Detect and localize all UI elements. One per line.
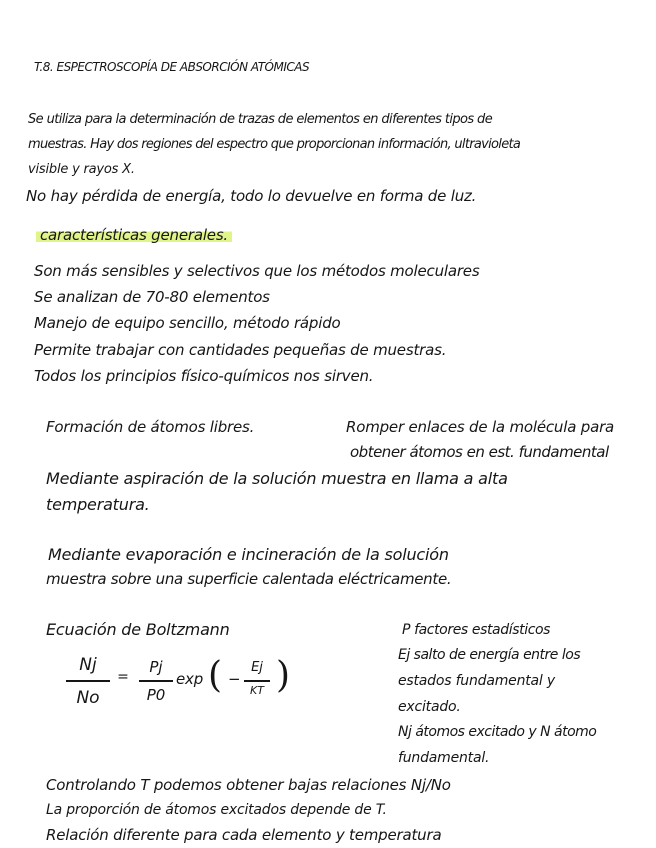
general-item-3: Manejo de equipo sencillo, método rápido <box>34 314 341 332</box>
lhs-denominator: No <box>76 688 100 708</box>
page-title: T.8. ESPECTROSCOPÍA DE ABSORCIÓN ATÓMICAS <box>34 60 310 74</box>
intro-line-3: visible y rayos X. <box>28 162 135 177</box>
method-2-line-1: Mediante evaporación e incineración de la solución <box>48 545 449 564</box>
pj-fraction-bar <box>139 680 173 682</box>
kt-denominator: KT <box>250 684 264 697</box>
pj-numerator: Pj <box>149 658 163 676</box>
boltzmann-note-6: fundamental. <box>398 750 490 766</box>
minus-sign: − <box>228 670 241 688</box>
boltzmann-note-3: estados fundamental y <box>398 673 555 689</box>
formation-label: Formación de átomos libres. <box>46 418 255 436</box>
general-item-5: Todos los principios físico-químicos nos sirven. <box>34 367 374 385</box>
lhs-numerator: Nj <box>79 655 97 675</box>
boltzmann-label: Ecuación de Boltzmann <box>46 620 230 639</box>
boltzmann-note-1: P factores estadísticos <box>402 622 551 638</box>
ej-fraction-bar <box>244 680 270 682</box>
method-1-line-2: temperatura. <box>46 495 150 514</box>
paren-open: ( <box>208 655 222 696</box>
highlighted-heading: características generales. <box>36 226 232 244</box>
boltzmann-note-4: excitado. <box>398 699 461 715</box>
equals-sign: = <box>117 669 129 685</box>
paren-close: ) <box>276 655 290 696</box>
boltzmann-note-2: Ej salto de energía entre los <box>398 647 581 663</box>
method-2-line-2: muestra sobre una superficie calentada eléctricamente. <box>46 570 452 588</box>
intro-line-1: Se utiliza para la determinación de trazas de elementos en diferentes tipos de <box>28 112 493 127</box>
lhs-fraction-bar <box>66 680 110 682</box>
boltzmann-note-5: Nj átomos excitado y N átomo <box>398 724 597 740</box>
ej-numerator: Ej <box>251 660 263 675</box>
conclusion-2: La proporción de átomos excitados depende de T. <box>46 802 387 818</box>
conclusion-3: Relación diferente para cada elemento y temperatura <box>46 826 442 844</box>
exp-function: exp <box>176 670 204 688</box>
section-heading-general <box>36 226 232 244</box>
intro-line-2: muestras. Hay dos regiones del espectro que proporcionan información, ultravioleta <box>28 137 521 152</box>
general-item-2: Se analizan de 70-80 elementos <box>34 288 270 306</box>
conclusion-1: Controlando T podemos obtener bajas relaciones Nj/No <box>46 776 451 794</box>
general-item-4: Permite trabajar con cantidades pequeñas de muestras. <box>34 341 447 359</box>
general-item-1: Son más sensibles y selectivos que los métodos moleculares <box>34 262 480 280</box>
formation-desc-1: Romper enlaces de la molécula para <box>346 418 615 436</box>
formation-desc-2: obtener átomos en est. fundamental <box>350 443 609 461</box>
method-1-line-1: Mediante aspiración de la solución muestra en llama a alta <box>46 469 508 488</box>
intro-line-4: No hay pérdida de energía, todo lo devuelve en forma de luz. <box>26 187 477 205</box>
p0-denominator: P0 <box>146 686 166 704</box>
